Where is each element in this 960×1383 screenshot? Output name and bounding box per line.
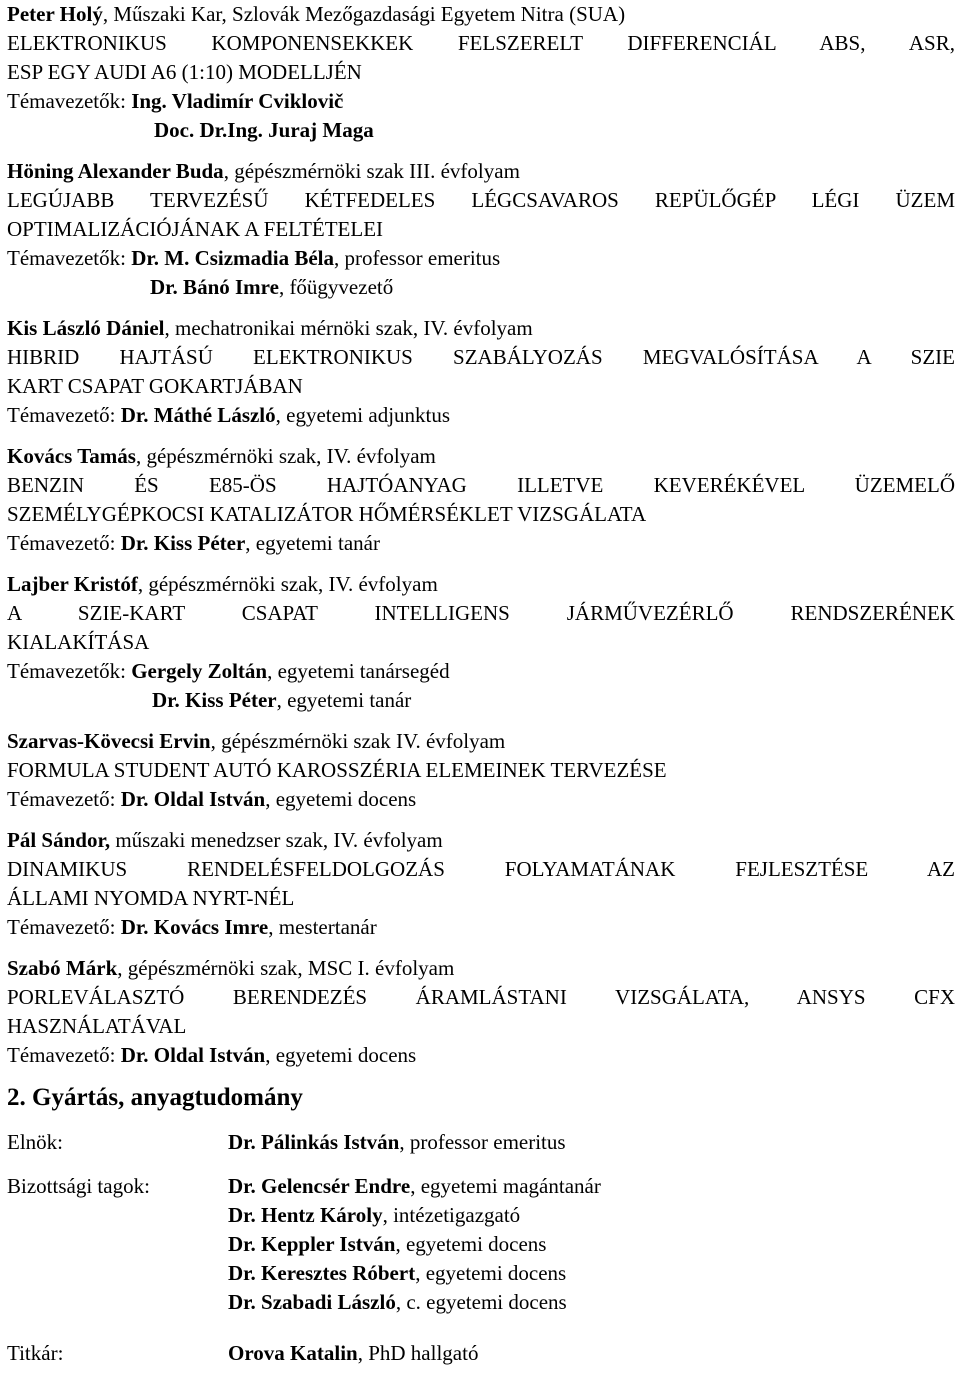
thesis-entry [7, 157, 955, 302]
student-name: Szarvas-Kövecsi Ervin [7, 729, 211, 753]
thesis-title: PORLEVÁLASZTÓ BERENDEZÉS ÁRAMLÁSTANI VIZSGÁLATA, ANSYS CFX [7, 985, 955, 1009]
supervisor-name: Dr. Máthé László [120, 403, 276, 427]
student-info: , mechatronikai mérnöki szak, IV. évfolyam [164, 316, 533, 340]
supervisor-role: , professor emeritus [333, 246, 501, 270]
member-name: Dr. Pálinkás István [228, 1130, 400, 1154]
thesis-title: A SZIE-KART CSAPAT INTELLIGENS JÁRMŰVEZÉRLŐ RENDSZERÉNEK [7, 601, 955, 625]
committee-member [228, 1288, 955, 1317]
student-name: Pál Sándor, [7, 828, 111, 852]
thesis-title: BENZIN ÉS E85-ÖS HAJTÓANYAG ILLETVE KEVERÉKÉVEL ÜZEMELŐ [7, 473, 955, 497]
supervisor-label: Témavezető: [7, 403, 121, 427]
thesis-title: HIBRID HAJTÁSÚ ELEKTRONIKUS SZABÁLYOZÁS MEGVALÓSÍTÁSA A SZIE [7, 345, 955, 369]
supervisor-line [7, 116, 955, 145]
thesis-title: LEGÚJABB TERVEZÉSŰ KÉTFEDELES LÉGCSAVAROS REPÜLŐGÉP LÉGI ÜZEM [7, 188, 955, 212]
member-role: , professor emeritus [399, 1130, 566, 1154]
thesis-title: ESP EGY AUDI A6 (1:10) MODELLJÉN [7, 60, 362, 84]
thesis-title: DINAMIKUS RENDELÉSFELDOLGOZÁS FOLYAMATÁNAK FEJLESZTÉSE AZ [7, 857, 955, 881]
committee-secretary [7, 1339, 955, 1368]
committee-label: Titkár: [7, 1341, 64, 1365]
thesis-title: OPTIMALIZÁCIÓJÁNAK A FELTÉTELEI [7, 217, 384, 241]
thesis-title: FORMULA STUDENT AUTÓ KAROSSZÉRIA ELEMEINEK TERVEZÉSE [7, 758, 667, 782]
supervisor-role: , egyetemi tanár [245, 531, 380, 555]
supervisor-label: Témavezető: [7, 1043, 121, 1067]
section-heading: 2. Gyártás, anyagtudomány [7, 1084, 303, 1111]
member-name: Dr. Szabadi László [228, 1290, 396, 1314]
supervisor-line [7, 401, 955, 430]
supervisor-line [7, 913, 955, 942]
thesis-title: KART CSAPAT GOKARTJÁBAN [7, 374, 303, 398]
member-name: Dr. Keresztes Róbert [228, 1261, 416, 1285]
student-line [7, 954, 955, 983]
committee-members [7, 1172, 955, 1317]
supervisor-line [7, 686, 955, 715]
committee-label: Bizottsági tagok: [7, 1174, 150, 1198]
supervisor-line [7, 244, 955, 273]
student-name: Peter Holý [7, 2, 103, 26]
student-line [7, 727, 955, 756]
committee-member [228, 1172, 955, 1201]
thesis-title: ÁLLAMI NYOMDA NYRT-NÉL [7, 886, 295, 910]
thesis-title: KIALAKÍTÁSA [7, 630, 150, 654]
supervisor-label: Témavezető: [7, 531, 121, 555]
supervisor-line [7, 1041, 955, 1070]
thesis-entry [7, 826, 955, 942]
member-name: Dr. Gelencsér Endre [228, 1174, 411, 1198]
supervisor-line [7, 273, 955, 302]
student-info: , gépészmérnöki szak III. évfolyam [223, 159, 520, 183]
thesis-title: SZEMÉLYGÉPKOCSI KATALIZÁTOR HŐMÉRSÉKLET VIZSGÁLATA [7, 502, 647, 526]
thesis-entry [7, 442, 955, 558]
student-name: Kovács Tamás [7, 444, 136, 468]
supervisor-label: Témavezetők: [7, 89, 132, 113]
supervisor-name: Dr. Kovács Imre [120, 915, 269, 939]
student-info: , gépészmérnöki szak, MSC I. évfolyam [117, 956, 455, 980]
supervisor-label: Témavezetők: [7, 246, 132, 270]
thesis-title: ELEKTRONIKUS KOMPONENSEKKEK FELSZERELT DIFFERENCIÁL ABS, ASR, [7, 31, 955, 55]
supervisor-role: , mestertanár [268, 915, 377, 939]
member-role: , PhD hallgató [357, 1341, 479, 1365]
student-name: Kis László Dániel [7, 316, 165, 340]
student-name: Szabó Márk [7, 956, 118, 980]
student-info: , gépészmérnöki szak, IV. évfolyam [137, 572, 438, 596]
thesis-title: HASZNÁLATÁVAL [7, 1014, 187, 1038]
thesis-entry [7, 314, 955, 430]
student-line [7, 157, 955, 186]
supervisor-line [7, 87, 955, 116]
member-name: Dr. Hentz Károly [228, 1203, 383, 1227]
supervisor-label: Témavezető: [7, 787, 121, 811]
student-info: műszaki menedzser szak, IV. évfolyam [110, 828, 443, 852]
student-line [7, 314, 955, 343]
member-name: Orova Katalin [228, 1341, 358, 1365]
student-info: , gépészmérnöki szak IV. évfolyam [210, 729, 506, 753]
supervisor-role: , egyetemi tanársegéd [267, 659, 450, 683]
student-line [7, 442, 955, 471]
member-role: , egyetemi docens [395, 1232, 547, 1256]
member-role: , c. egyetemi docens [395, 1290, 567, 1314]
student-line [7, 570, 955, 599]
student-info: , Műszaki Kar, Szlovák Mezőgazdasági Egyetem Nitra (SUA) [102, 2, 626, 26]
supervisor-name: Dr. Kiss Péter [120, 531, 246, 555]
supervisor-role: , egyetemi tanár [276, 688, 412, 712]
thesis-entry [7, 954, 955, 1070]
document-page [7, 0, 955, 1383]
student-line [7, 826, 955, 855]
supervisor-name: Dr. Oldal István [120, 1043, 266, 1067]
committee-member [228, 1259, 955, 1288]
supervisor-role: , egyetemi docens [265, 1043, 417, 1067]
thesis-entry [7, 727, 955, 814]
supervisor-name: Gergely Zoltán [131, 659, 268, 683]
supervisor-line [7, 785, 955, 814]
supervisor-name: Ing. Vladimír Cviklovič [131, 89, 344, 113]
supervisor-role: , egyetemi adjunktus [275, 403, 451, 427]
supervisor-line [7, 529, 955, 558]
member-role: , egyetemi docens [415, 1261, 567, 1285]
student-name: Höning Alexander Buda [7, 159, 224, 183]
committee-label: Elnök: [7, 1130, 63, 1154]
committee-chair [7, 1128, 955, 1157]
supervisor-name: Dr. Oldal István [120, 787, 266, 811]
supervisor-line [7, 657, 955, 686]
supervisor-name: Dr. M. Csizmadia Béla [131, 246, 334, 270]
student-name: Lajber Kristóf [7, 572, 138, 596]
thesis-entry [7, 570, 955, 715]
committee-member [228, 1339, 955, 1368]
committee-member [228, 1230, 955, 1259]
member-name: Dr. Keppler István [228, 1232, 396, 1256]
supervisor-name: Dr. Kiss Péter [152, 688, 277, 712]
supervisor-label: Témavezetők: [7, 659, 132, 683]
supervisor-label: Témavezető: [7, 915, 121, 939]
student-info: , gépészmérnöki szak, IV. évfolyam [135, 444, 436, 468]
supervisor-role: , főügyvezető [278, 275, 394, 299]
supervisor-name: Doc. Dr.Ing. Juraj Maga [154, 118, 374, 142]
member-role: , intézetigazgató [382, 1203, 521, 1227]
student-line [7, 0, 955, 29]
supervisor-name: Dr. Bánó Imre [150, 275, 279, 299]
committee-member [228, 1201, 955, 1230]
member-role: , egyetemi magántanár [410, 1174, 601, 1198]
thesis-entry [7, 0, 955, 145]
supervisor-role: , egyetemi docens [265, 787, 417, 811]
committee-member [228, 1128, 955, 1157]
